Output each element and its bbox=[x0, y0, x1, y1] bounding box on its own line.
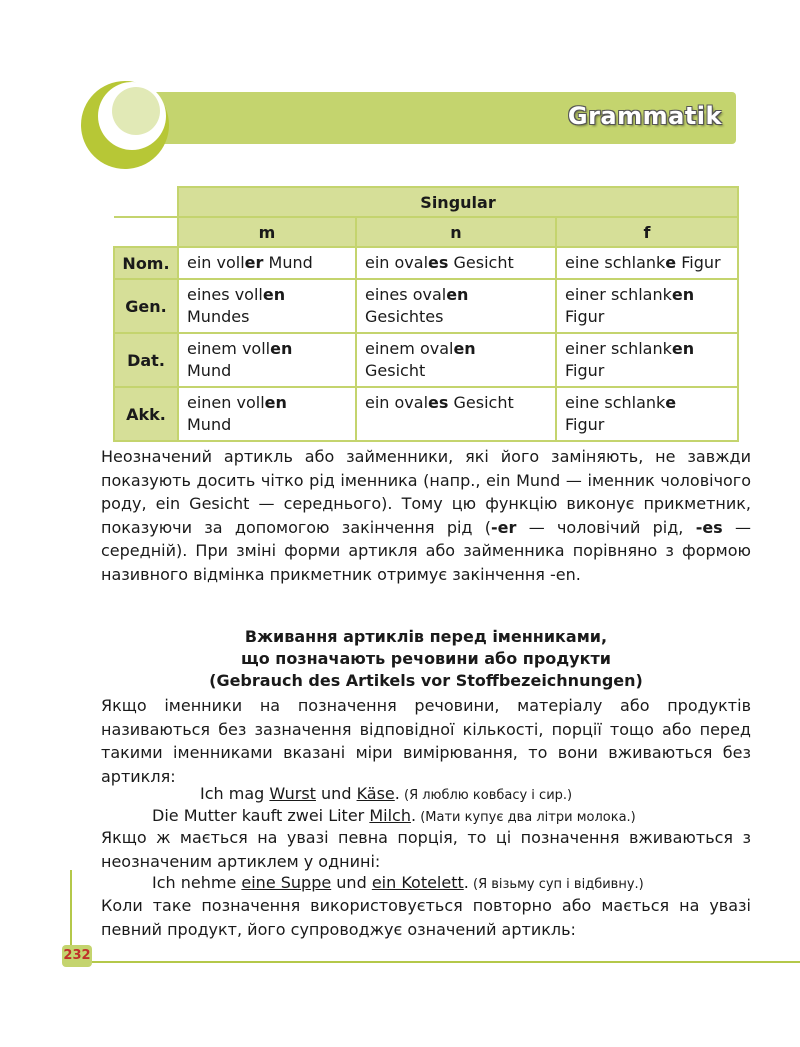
table-row bbox=[114, 279, 738, 333]
case-label: Nom. bbox=[114, 247, 178, 279]
section-heading: Вживання артиклів перед іменниками, що позначають речовини або продукти (Gebrauch des Artikels vor Stoffbezeichnungen) bbox=[209, 627, 643, 690]
table-cell: ein ovales Gesicht bbox=[356, 247, 556, 279]
table-cell: einen vollen Mund bbox=[178, 387, 356, 441]
table-cell: einer schlanken Figur bbox=[556, 333, 738, 387]
example-sentence: Ich mag Wurst und Käse. (Я люблю ковбасу і сир.) bbox=[200, 784, 573, 803]
table-cell: eines ovalen Gesichtes bbox=[356, 279, 556, 333]
rule-paragraph: Якщо ж мається на увазі певна порція, то ці позначення вживаються з неозначеним артиклем у однині: bbox=[101, 828, 751, 871]
page-number: 232 bbox=[62, 945, 92, 967]
declension-table bbox=[113, 186, 739, 442]
table-cell: einem ovalen Gesicht bbox=[356, 333, 556, 387]
example-sentence: Ich nehme eine Suppe und ein Kotelett. (Я візьму суп і відбивну.) bbox=[152, 873, 644, 892]
column-header: f bbox=[556, 217, 738, 247]
table-corner bbox=[114, 187, 178, 217]
table-row bbox=[114, 247, 738, 279]
table-cell: einer schlanken Figur bbox=[556, 279, 738, 333]
table-cell: ein ovales Gesicht bbox=[356, 387, 556, 441]
table-cell: ein voller Mund bbox=[178, 247, 356, 279]
example-sentence: Die Mutter kauft zwei Liter Milch. (Мати купує два літри молока.) bbox=[152, 806, 636, 825]
section-title: Grammatik bbox=[567, 102, 722, 130]
table-row bbox=[114, 333, 738, 387]
table-cell: eines vollen Mundes bbox=[178, 279, 356, 333]
case-label: Akk. bbox=[114, 387, 178, 441]
table-cell: einem vollen Mund bbox=[178, 333, 356, 387]
rule-paragraph: Якщо іменники на позначення речовини, матеріалу або продуктів називаються без зазначення відповідної кількості, порції тощо або перед такими іменниками вказані міри вимірювання, то вони вживаються без артикля: bbox=[101, 696, 751, 786]
singular-header: Singular bbox=[178, 187, 738, 217]
table-corner bbox=[114, 217, 178, 247]
rule-paragraph: Коли таке позначення використовується повторно або мається на увазі певний продукт, його супроводжує означений артикль: bbox=[101, 896, 751, 939]
column-header: n bbox=[356, 217, 556, 247]
footer-line bbox=[70, 961, 800, 963]
header-banner bbox=[140, 92, 736, 144]
explanation-paragraph: Неозначений артикль або займенники, які його заміняють, не завжди показують досить чітко рід іменника (напр., ein Mund — іменник чоловічого роду, ein Gesicht — середнього). Тому цю функцію виконує прикметник, показуючи за допомогою закінчення рід (-er — чоловічий рід, -es — середній). При зміні форми артикля або займенника порівняно з формою називного відмінка прикметник отримує закінчення -en. bbox=[101, 447, 751, 584]
case-label: Gen. bbox=[114, 279, 178, 333]
table-cell: eine schlanke Figur bbox=[556, 247, 738, 279]
circle-logo-icon bbox=[78, 78, 172, 172]
table-row bbox=[114, 387, 738, 441]
column-header: m bbox=[178, 217, 356, 247]
case-label: Dat. bbox=[114, 333, 178, 387]
table-cell: eine schlanke Figur bbox=[556, 387, 738, 441]
